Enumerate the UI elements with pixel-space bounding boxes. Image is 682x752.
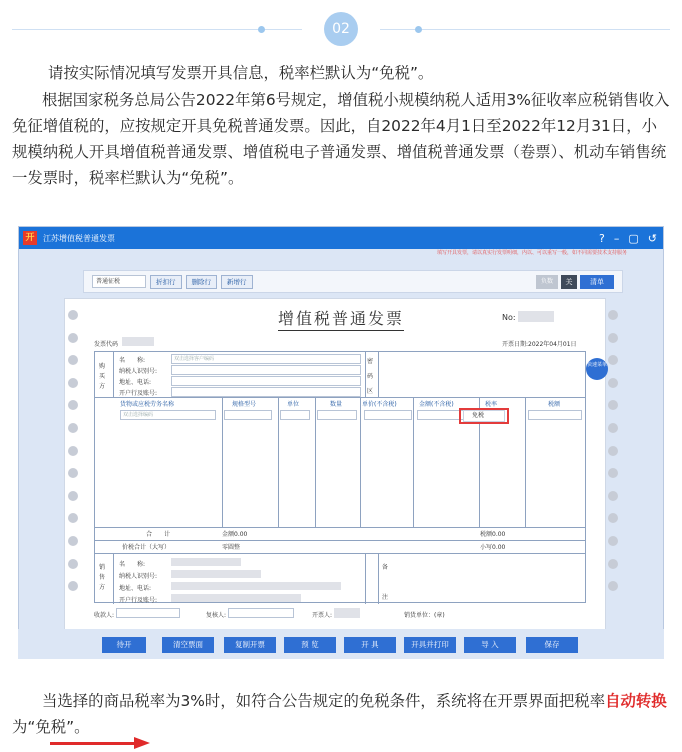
item-tax-amount-input[interactable] (528, 410, 582, 420)
remark-label-1: 备 (382, 564, 389, 571)
notice-text: 填写开具发票，请以真实行发票明细，内以、可以重写一般，如不同需要技术支持服务 (436, 250, 627, 256)
negative-button[interactable]: 负数 (536, 275, 558, 289)
seller-stamp-label: 销货单位：(章) (404, 612, 445, 619)
issue-print-button[interactable]: 开具并打印 (404, 637, 456, 653)
col-item-name: 货物或应税劳务名称 (120, 401, 175, 408)
buyer-name-input[interactable]: 双击选择客户编码 (171, 354, 361, 364)
back-icon[interactable]: ↺ (647, 231, 657, 245)
help-icon[interactable]: ? (599, 231, 605, 245)
list-button[interactable]: 清单 (580, 275, 614, 289)
cipher-label-3: 区 (367, 388, 374, 395)
seller-addr-label: 地址、电话: (119, 585, 152, 592)
divider-right (380, 29, 670, 30)
buyer-side-label: 购买方 (99, 363, 106, 390)
invoice-code-label: 发票代码 (94, 341, 119, 348)
section-header (0, 12, 682, 48)
item-price-input[interactable] (364, 410, 412, 420)
grand-total-figures: 小写0.00 (480, 544, 506, 551)
buyer-taxid-input[interactable] (171, 365, 361, 375)
buyer-addr-label: 地址、电话: (119, 379, 152, 386)
perforation-right (608, 310, 618, 604)
seller-side-label: 销售方 (99, 564, 106, 591)
import-button[interactable]: 导 入 (464, 637, 516, 653)
seller-taxid-value (171, 570, 261, 578)
drawer-label: 开票人: (312, 612, 333, 619)
invoice-title: 增值税普通发票 (278, 306, 404, 331)
drawer-value (334, 608, 360, 618)
invoice-no-value (518, 311, 554, 322)
app-logo: 开 (23, 231, 37, 245)
seller-name-label: 名 称: (119, 561, 146, 568)
item-spec-input[interactable] (224, 410, 272, 420)
para3-text-a: 当选择的商品税率为3%时，如符合公告规定的免税条件，系统将在开票界面把税率 (42, 692, 606, 710)
paragraph-auto-convert (12, 688, 672, 740)
seller-bank-label: 开户行及账号: (119, 597, 158, 604)
col-amount: 金额(不含税) (419, 401, 454, 408)
tax-rate-highlight (459, 408, 509, 424)
clear-form-button[interactable]: 清空票面 (162, 637, 214, 653)
reviewer-select[interactable] (228, 608, 294, 618)
dot-left (258, 26, 265, 33)
buyer-addr-input[interactable] (171, 376, 361, 386)
invoice-no-label: No: (502, 313, 516, 322)
action-bar (18, 629, 664, 659)
item-name-input[interactable]: 双击选择编码 (120, 410, 216, 420)
close-button[interactable]: 关 (561, 275, 577, 289)
dot-right (415, 26, 422, 33)
discount-row-button[interactable]: 折扣行 (150, 275, 182, 289)
window-titlebar (19, 227, 663, 249)
copy-invoice-button[interactable]: 复制开票 (224, 637, 276, 653)
seller-addr-value (171, 582, 341, 590)
seller-name-value (171, 558, 241, 566)
preview-button[interactable]: 预 览 (284, 637, 336, 653)
section-number-badge: 02 (324, 12, 358, 46)
highlight-underline (50, 742, 136, 745)
quick-menu-button[interactable]: 快速菜单 (586, 358, 608, 380)
item-unit-input[interactable] (280, 410, 310, 420)
buyer-taxid-label: 纳税人识别号: (119, 368, 158, 375)
save-button[interactable]: 保存 (526, 637, 578, 653)
issue-button[interactable]: 开 具 (344, 637, 396, 653)
remark-label-2: 注 (382, 594, 389, 601)
tax-rate-select[interactable]: 免税 (463, 410, 505, 422)
total-amount: 金额0.00 (222, 531, 248, 538)
para3-text-c: 为“免税”。 (12, 718, 90, 736)
col-tax-rate: 税率 (485, 401, 498, 408)
col-unit: 单位 (287, 401, 300, 408)
perforation-left (68, 310, 78, 604)
arrow-icon (134, 737, 150, 749)
item-qty-input[interactable] (317, 410, 357, 420)
tax-type-select[interactable]: 普通征税 (92, 275, 146, 288)
reviewer-label: 复核人: (206, 612, 227, 619)
cipher-label-2: 码 (367, 373, 374, 380)
cipher-label-1: 密 (367, 358, 374, 365)
total-label: 合 计 (146, 531, 171, 538)
payee-label: 收款人: (94, 612, 115, 619)
buyer-bank-input[interactable] (171, 387, 361, 397)
maximize-icon[interactable]: ▢ (628, 231, 639, 245)
seller-taxid-label: 纳税人识别号: (119, 573, 158, 580)
buyer-bank-label: 开户行及账号: (119, 390, 158, 397)
paragraph-intro: 请按实际情况填写发票开具信息，税率栏默认为“免税”。 (48, 64, 434, 82)
grand-total-words: 零圆整 (222, 544, 241, 551)
col-tax-amount: 税额 (548, 401, 561, 408)
delete-row-button[interactable]: 删除行 (186, 275, 218, 289)
grand-total-label: 价税合计（大写） (122, 544, 171, 551)
invoice-toolbar (83, 270, 623, 293)
pending-button[interactable]: 待开 (102, 637, 146, 653)
para3-highlight: 自动转换 (605, 692, 667, 710)
invoice-code-value (122, 337, 154, 346)
add-row-button[interactable]: 新增行 (221, 275, 253, 289)
seller-bank-value (171, 594, 301, 602)
col-price: 单价(不含税) (362, 401, 397, 408)
col-spec: 规格型号 (232, 401, 257, 408)
invoice-date: 开票日期:2022年04月01日 (502, 341, 577, 348)
buyer-name-label: 名 称: (119, 357, 146, 364)
payee-select[interactable] (116, 608, 180, 618)
paragraph-rule: 根据国家税务总局公告2022年第6号规定，增值税小规模纳税人适用3%征收率应税销售收入免征增值税的，应按规定开具免税普通发票。因此，自2022年4月1日至2022年12月31日，小规模纳税人开具增值税普通发票、增值税电子普通发票、增值税普通发票（卷票）、机动车销售统一发票时，税率栏默认为“免税”。 (12, 91, 670, 187)
total-tax: 税额0.00 (480, 531, 506, 538)
col-qty: 数量 (330, 401, 343, 408)
minimize-icon[interactable]: – (613, 231, 620, 245)
window-title: 江苏增值税普通发票 (43, 233, 115, 243)
